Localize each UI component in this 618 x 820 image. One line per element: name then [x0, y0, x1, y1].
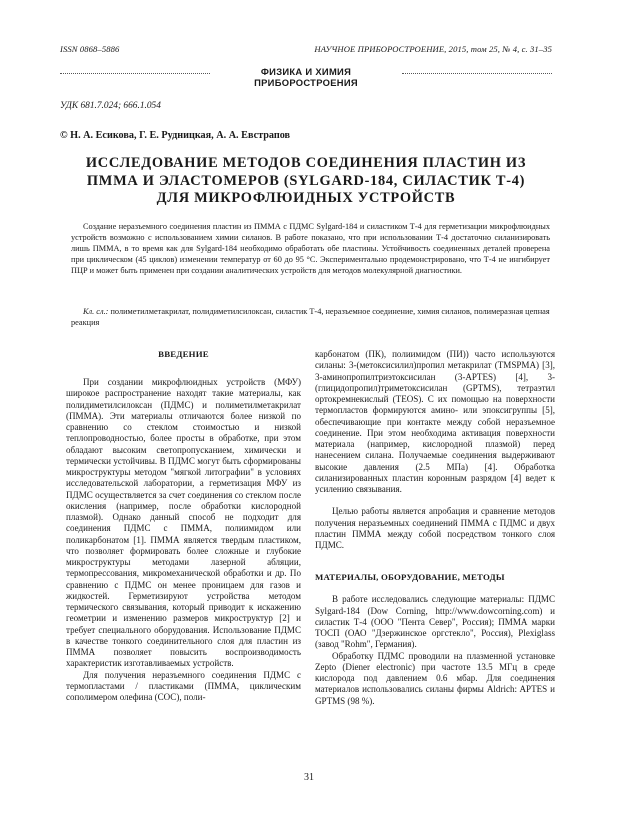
intro-heading: ВВЕДЕНИЕ — [158, 349, 209, 359]
intro-paragraph-2: Для получения неразъемного соединения ПДМС с термопластами / пластиками (ПММА, циклическим сополимером олефина (СОС), поли- — [66, 669, 301, 702]
udk-code: УДК 681.7.024; 666.1.054 — [60, 101, 161, 111]
running-header — [60, 44, 552, 56]
article-title: ИССЛЕДОВАНИЕ МЕТОДОВ СОЕДИНЕНИЯ ПЛАСТИН ИЗ ПММА И ЭЛАСТОМЕРОВ (SYLGARD-184, СИЛАСТИК Т-4) ДЛЯ МИКРОФЛЮИДНЫХ УСТРОЙСТВ — [85, 155, 527, 206]
journal-citation: НАУЧНОЕ ПРИБОРОСТРОЕНИЕ, 2015, том 25, № 4, c. 31–35 — [314, 44, 552, 54]
right-column — [315, 349, 555, 707]
page-number: 31 — [304, 772, 314, 783]
keywords-text: полиметилметакрилат, полидиметилсилоксан, силастик Т-4, неразъемное соединение, химия силанов, полимеразная цепная реакция — [71, 307, 550, 328]
issn: ISSN 0868–5886 — [60, 44, 120, 54]
left-column — [66, 349, 301, 703]
authors: © Н. А. Есикова, Г. Е. Рудницкая, А. А. Евстрапов — [60, 130, 291, 141]
intro-paragraph-4: Целью работы является апробация и сравнение методов получения неразъемных соединений ПММА с ПДМС и двух пластин ПММА между собой посредством тонкого слоя ПДМС. — [315, 506, 555, 550]
materials-paragraph-1: В работе исследовались следующие материалы: ПДМС Sylgard-184 (Dow Corning, http://www.dowcorning.com) и силастик Т-4 (ООО "Пента Север", Россия); ПММА марки ТОСП (ОАО "Дзержинское оргстекло", Россия), Plexiglass (завод "Rohm", Германия). — [315, 594, 555, 650]
keywords — [71, 306, 550, 328]
rubric-rule-right — [402, 73, 552, 74]
rubric-title: ФИЗИКА И ХИМИЯ ПРИБОРОСТРОЕНИЯ — [254, 66, 358, 88]
section-rubric — [60, 66, 552, 88]
intro-paragraph-3: карбонатом (ПК), полиимидом (ПИ)) часто используются силаны: 3-(метоксисилил)пропил метакрилат (TMSPMA) [3], 3-аминопропилтриэтоксисилан (3-APTES) [4], 3-(глицидопропил)триметоксисилан (GPTMS), тетраэтил ортокремнекислый (TEOS). С их помощью на поверхности термопластов формируются амино- или эпоксигруппы [5], обеспечивающие при контакте между собой неразъемное соединение. При этом необходима активация поверхности материала (например, кислородной плазмой) перед нанесением силана. Получаемые соединения выдерживают высокие давления (2.5 МПа) [4]. Обработка силанизированных пластин коронным разрядом [4] ведет к усилению связывания. — [315, 349, 555, 494]
abstract: Создание неразъемного соединения пластин из ПММА с ПДМС Sylgard-184 и силастиком Т-4 для герметизации микрофлюидных устройств возможно с использованием химии силанов. В работе показано, что при использовании Т-4 достаточно силанизировать лишь ПММА, в то время как для Sylgard-184 необходимо обработать обе пластины. Устойчивость соединенных деталей проверена при циклическом (45 циклов) изменении температур от 60 до 95 °С. Экспериментально продемонстрировано, что Т-4 не ингибирует ПЦР и может быть применен при создании аналитических устройств для методов молекулярной диагностики. — [71, 222, 550, 276]
intro-paragraph-1: При создании микрофлюидных устройств (МФУ) широкое распространение находят такие материалы, как полидиметилсилоксан (ПДМС) и полиметилметакрилат (ПММА). Эти материалы отличаются более низкой по сравнению со стеклом стоимостью и низкой теплопроводностью, более просты в обработке, при этом обладают высоким светопропусканием, химически и термически устойчивы. В ПДМС могут быть сформированы микроструктуры методом "мягкой литографии" в условиях исследовательской лаборатории, а герметизация МФУ из ПДМС осуществляется за счет соединения со стеклом после окисления (например, после обработки кислородной плазмой). Однако данный способ не подходит для соединения ПДМС с ПММА, полиимидом или поликарбонатом [1]. ПММА является твердым пластиком, что позволяет формировать более сложные и глубокие микроструктуры методами лазерной абляции, термопрессования, микромеханической обработки и др. По сравнению с ПДМС он менее проницаем для газов и жидкостей. Герметизируют устройства методом термического связывания, который приводит к искажению геометрии и изменению размеров микроструктур [2] и требует специального оборудования. Использование ПДМС в качестве тонкого соединительного слоя для пластин из ПММА позволяет повысить воспроизводимость характеристик изготавливаемых устройств. — [66, 377, 301, 669]
materials-paragraph-2: Обработку ПДМС проводили на плазменной установке Zepto (Diener electronic) при частоте 13.5 МГц в среде кислорода под давлением 0.6 мбар. Для соединения материалов использовались силаны фирмы Aldrich: APTES и GPTMS (98 %). — [315, 650, 555, 706]
rubric-rule-left — [60, 73, 210, 74]
keywords-label: Кл. сл.: — [83, 307, 109, 316]
materials-heading: МАТЕРИАЛЫ, ОБОРУДОВАНИЕ, МЕТОДЫ — [315, 572, 505, 583]
